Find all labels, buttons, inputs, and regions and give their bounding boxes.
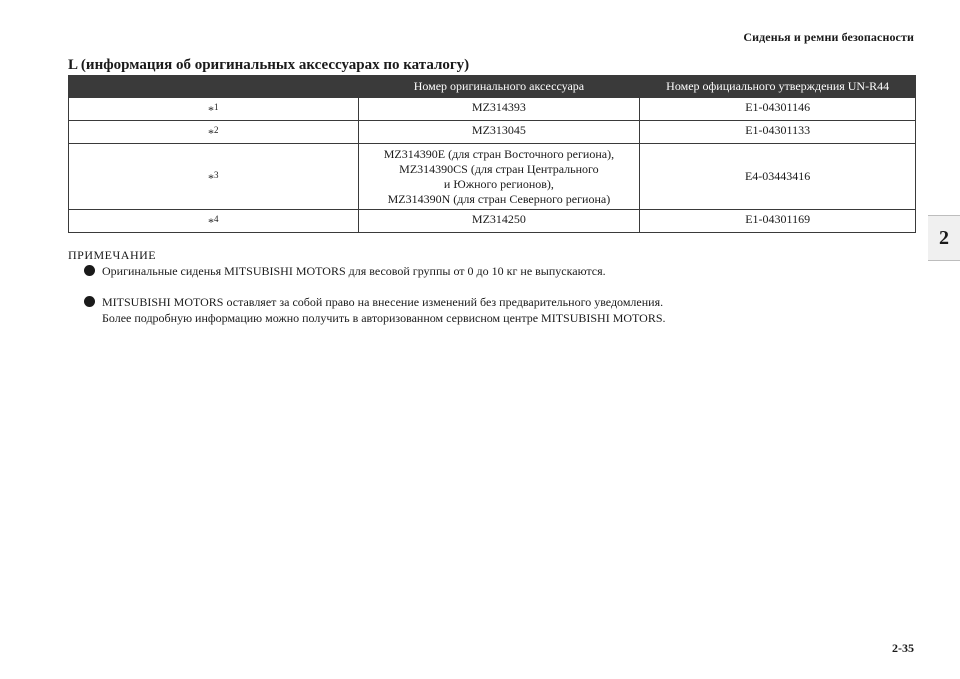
table-row bbox=[69, 98, 916, 121]
part-number-cell bbox=[358, 144, 640, 210]
approval-number-cell: E4-03443416 bbox=[640, 144, 916, 210]
part-number: MZ314393 bbox=[471, 100, 526, 114]
part-number-line: MZ314390N (для стран Северного региона) bbox=[387, 191, 611, 206]
part-number-cell bbox=[358, 121, 640, 144]
note-text bbox=[102, 263, 606, 279]
part-number: MZ314250 bbox=[471, 212, 526, 226]
note-line: MITSUBISHI MOTORS оставляет за собой право на внесение изменений без предварительного уведомления. bbox=[102, 295, 664, 309]
part-number-cell bbox=[358, 98, 640, 121]
footnote-number: 3 bbox=[214, 169, 219, 180]
part-number-cell bbox=[358, 210, 640, 233]
page-number: 2-35 bbox=[892, 641, 914, 655]
asterisk: * bbox=[208, 126, 215, 140]
note-line: Оригинальные сиденья MITSUBISHI MOTORS для весовой группы от 0 до 10 кг не выпускаются. bbox=[102, 264, 606, 278]
approval-number-cell: E1-04301146 bbox=[640, 98, 916, 121]
row-mark bbox=[69, 144, 359, 210]
note-item bbox=[68, 263, 918, 279]
footnote-number: 2 bbox=[214, 125, 219, 135]
footnote-number: 1 bbox=[214, 102, 219, 112]
part-number: MZ313045 bbox=[471, 123, 526, 137]
table-row bbox=[69, 144, 916, 210]
part-number-line: MZ314390E (для стран Восточного региона), bbox=[383, 146, 615, 161]
row-mark bbox=[69, 121, 359, 144]
header-cell-approval-number: Номер официального утверждения UN-R44 bbox=[640, 76, 916, 98]
note-title: ПРИМЕЧАНИЕ bbox=[68, 248, 157, 262]
asterisk: * bbox=[208, 215, 215, 229]
footnote-number: 4 bbox=[214, 214, 219, 224]
row-mark bbox=[69, 210, 359, 233]
header-cell-mark bbox=[69, 76, 359, 98]
accessory-table bbox=[68, 75, 916, 233]
asterisk: * bbox=[208, 170, 215, 185]
table-row bbox=[69, 210, 916, 233]
note-line: Более подробную информацию можно получить в авторизованном сервисном центре MITSUBISHI MOTORS. bbox=[102, 311, 666, 325]
section-title: L (информация об оригинальных аксессуарах по каталогу) bbox=[68, 57, 470, 73]
note-item bbox=[68, 294, 918, 326]
row-mark bbox=[69, 98, 359, 121]
note-block bbox=[68, 247, 918, 326]
bullet-icon bbox=[84, 296, 95, 307]
approval-number-cell: E1-04301133 bbox=[640, 121, 916, 144]
bullet-icon bbox=[84, 265, 95, 276]
asterisk: * bbox=[208, 103, 215, 117]
part-number-line: и Южного регионов), bbox=[443, 176, 554, 191]
running-head: Сиденья и ремни безопасности bbox=[743, 30, 914, 44]
part-number-line: MZ314390CS (для стран Центрального bbox=[399, 161, 599, 176]
chapter-tab: 2 bbox=[928, 215, 960, 261]
approval-number-cell: E1-04301169 bbox=[640, 210, 916, 233]
note-text bbox=[102, 294, 666, 326]
header-cell-part-number: Номер оригинального аксессуара bbox=[358, 76, 640, 98]
table-row bbox=[69, 121, 916, 144]
table-header-row bbox=[69, 76, 916, 98]
